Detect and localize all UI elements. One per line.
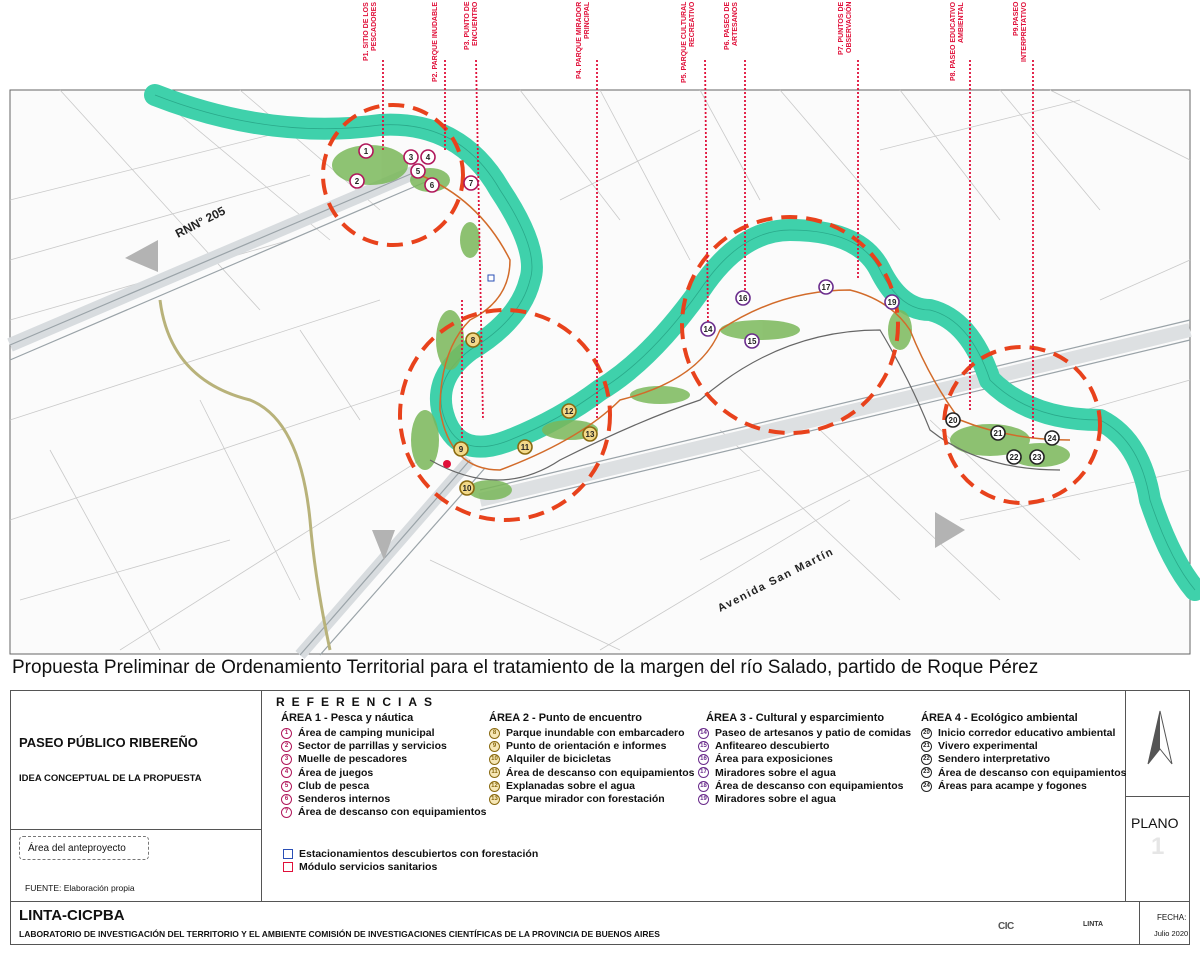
legend-item-label: Áreas para acampe y fogones — [938, 779, 1087, 792]
legend-item — [698, 727, 911, 741]
linta-logo: LINTA — [1083, 921, 1104, 928]
legend-item — [281, 753, 407, 767]
callout-p8: P8. PASEO EDUCATIVO AMBIENTAL — [950, 2, 965, 82]
callout-p9: P9.PASEO INTERPRETATIVO — [1013, 2, 1028, 63]
legend-item — [281, 767, 373, 781]
map-marker-label: 15 — [747, 337, 757, 346]
legend-item-number: 14 — [698, 728, 709, 739]
legend-item — [489, 767, 694, 781]
legend-item-label: Área de juegos — [298, 766, 374, 779]
legend-item-number: 24 — [921, 781, 932, 792]
parking-icon — [283, 849, 293, 859]
legend-item-number: 20 — [921, 728, 932, 739]
legend-item-label: Miradores sobre el agua — [715, 766, 836, 779]
legend-item-label: Área de descanso con equipamientos — [715, 779, 904, 792]
map-title-bar — [0, 655, 1200, 689]
legend-item — [281, 780, 369, 794]
area-1-title: ÁREA 1 - Pesca y náutica — [281, 712, 414, 724]
legend-item — [489, 740, 666, 754]
legend-item — [921, 753, 1050, 767]
legend-item-label: Punto de orientación e informes — [506, 740, 667, 753]
map-marker-label: 22 — [1009, 453, 1019, 462]
map-marker-label: 10 — [462, 484, 472, 493]
map-marker-label: 3 — [408, 153, 414, 162]
legend-item-number: 22 — [921, 754, 932, 765]
legend-item-number: 19 — [698, 794, 709, 805]
area-2-title: ÁREA 2 - Punto de encuentro — [489, 712, 642, 724]
legend-item-label: Área para exposiciones — [715, 753, 833, 766]
legend-item-label: Club de pesca — [298, 779, 370, 792]
legend-item-number: 12 — [489, 781, 500, 792]
legend-item-label: Área de descanso con equipamientos — [938, 766, 1127, 779]
map-marker-label: 6 — [429, 181, 435, 190]
map-marker-label: 17 — [821, 283, 831, 292]
callout-p7: P7. PUNTOS DE OBSERVACIÓN — [838, 2, 853, 56]
legend-item — [698, 793, 836, 807]
callout-p5: P5. PARQUE CULTURAL RECREATIVO — [681, 2, 696, 84]
legend-item-number: 18 — [698, 781, 709, 792]
legend-item — [921, 727, 1115, 741]
parking-icon — [488, 275, 494, 281]
legend-item — [489, 727, 685, 741]
map-marker-label: 14 — [703, 325, 713, 334]
legend-item — [921, 767, 1126, 781]
legend-item-number: 23 — [921, 767, 932, 778]
legend-item — [489, 793, 665, 807]
legend-item — [698, 780, 903, 794]
legend-item-number: 5 — [281, 781, 292, 792]
legend-frame — [10, 690, 1190, 945]
plano-label: PLANO — [1131, 815, 1179, 831]
legend-item-label: Área de descanso con equipamientos — [298, 806, 487, 819]
plano-number: 1 — [1151, 833, 1165, 860]
legend-item-number: 21 — [921, 741, 932, 752]
legend-item-label: Paseo de artesanos y patio de comidas — [715, 727, 912, 739]
map-marker-label: 11 — [520, 443, 530, 452]
legend-item — [281, 740, 447, 754]
legend-item-label: Área de descanso con equipamientos — [506, 766, 695, 779]
legend-item-number: 13 — [489, 794, 500, 805]
date-value: Julio 2020 — [1154, 929, 1189, 938]
project-area-note: Área del anteproyecto — [19, 836, 149, 860]
road-label-rnn205: RNN° 205 — [173, 203, 228, 241]
legend-item — [698, 767, 836, 781]
map-marker-label: 13 — [585, 430, 595, 439]
legend-item-label: Área de camping municipal — [298, 727, 435, 739]
org-full-name: LABORATORIO DE INVESTIGACIÓN DEL TERRITORIO Y EL AMBIENTE COMISIÓN DE INVESTIGACIONES CIENTÍFICAS DE LA PROVINCIA DE BUENOS AIRES — [19, 929, 660, 939]
legend-item-label: Sendero interpretativo — [938, 753, 1051, 766]
map-marker-label: 5 — [415, 167, 421, 176]
legend-item — [921, 780, 1087, 794]
date-label: FECHA: — [1157, 913, 1187, 922]
legend-item — [921, 740, 1038, 754]
project-name: PASEO PÚBLICO RIBEREÑO — [19, 735, 198, 750]
sanitary-module-icon — [283, 862, 293, 872]
map-marker-label: 24 — [1047, 434, 1057, 443]
source-note: FUENTE: Elaboración propia — [25, 883, 135, 893]
map-marker-label: 19 — [887, 298, 897, 307]
legend-item-label: Senderos internos — [298, 793, 391, 805]
legend-item-number: 17 — [698, 767, 709, 778]
legend-item-number: 7 — [281, 807, 292, 818]
legend-item — [698, 753, 833, 767]
legend-item-label: Sector de parrillas y servicios — [298, 740, 447, 753]
legend-item-number: 3 — [281, 754, 292, 765]
north-arrow-icon — [1145, 709, 1175, 769]
legend-item-label: Alquiler de bicicletas — [506, 753, 612, 766]
legend-item-label: Parque inundable con embarcadero — [506, 727, 685, 739]
references-title: REFERENCIAS — [276, 695, 440, 709]
legend-item-number: 1 — [281, 728, 292, 739]
map-marker-label: 9 — [458, 445, 464, 454]
legend-item-label: Explanadas sobre el agua — [506, 779, 635, 792]
callout-p4: P4. PARQUE MIRADOR PRINCIPAL — [576, 2, 591, 80]
legend-item-number: 4 — [281, 767, 292, 778]
road-label-san-martin: Avenida San Martín — [715, 545, 837, 615]
legend-item-label: Miradores sobre el agua — [715, 793, 836, 805]
legend-item-number: 6 — [281, 794, 292, 805]
map-marker-label: 21 — [993, 429, 1003, 438]
map-marker-label: 12 — [564, 407, 574, 416]
legend-item-label: Anfiteareo descubierto — [715, 740, 830, 753]
map-marker-label: 20 — [948, 416, 958, 425]
cic-logo: CIC — [998, 921, 1014, 932]
parking-legend: Estacionamientos descubiertos con forestación — [283, 848, 538, 862]
callout-p6: P6. PASEO DE ARTESANOS — [724, 2, 739, 51]
legend-item-number: 9 — [489, 741, 500, 752]
callout-p3: P3. PUNTO DE ENCUENTRO — [464, 2, 479, 51]
legend-item-label: Vivero experimental — [938, 740, 1038, 753]
legend-item-label: Parque mirador con forestación — [506, 793, 665, 805]
legend-item-number: 8 — [489, 728, 500, 739]
legend-item-number: 2 — [281, 741, 292, 752]
map-marker-label: 23 — [1032, 453, 1042, 462]
legend-item-label: Muelle de pescadores — [298, 753, 408, 766]
legend-item — [489, 753, 611, 767]
map-marker-label: 2 — [354, 177, 360, 186]
area-3-title: ÁREA 3 - Cultural y esparcimiento — [706, 712, 885, 724]
legend-item — [489, 780, 635, 794]
org-name: LINTA-CICPBA — [19, 907, 125, 924]
legend-item-number: 15 — [698, 741, 709, 752]
sanitary-legend: Módulo servicios sanitarios — [283, 861, 437, 875]
area-4-title: ÁREA 4 - Ecológico ambiental — [921, 712, 1078, 724]
map-marker-label: 1 — [363, 147, 369, 156]
legend-item-label: Inicio corredor educativo ambiental — [938, 727, 1116, 739]
legend-item — [281, 806, 486, 820]
legend-item — [281, 793, 390, 807]
sanitary-module-icon — [443, 460, 451, 468]
map-marker-label: 7 — [468, 179, 474, 188]
legend-item-number: 10 — [489, 754, 500, 765]
map-title: Propuesta Preliminar de Ordenamiento Territorial para el tratamiento de la margen del río Salado, partido de Roque Pérez — [12, 657, 1039, 678]
legend-item-number: 16 — [698, 754, 709, 765]
map-marker-label: 4 — [425, 153, 431, 162]
map-marker-label: 8 — [470, 336, 476, 345]
callout-p2: P2. PARQUE INUDABLE — [432, 2, 439, 82]
map-marker-label: 16 — [738, 294, 748, 303]
legend-item-number: 11 — [489, 767, 500, 778]
project-subtitle: IDEA CONCEPTUAL DE LA PROPUESTA — [19, 773, 202, 784]
callout-labels — [0, 0, 1200, 90]
callout-p1: P1. SITIO DE LOS PESCADORES — [363, 2, 378, 61]
legend-item — [281, 727, 435, 741]
